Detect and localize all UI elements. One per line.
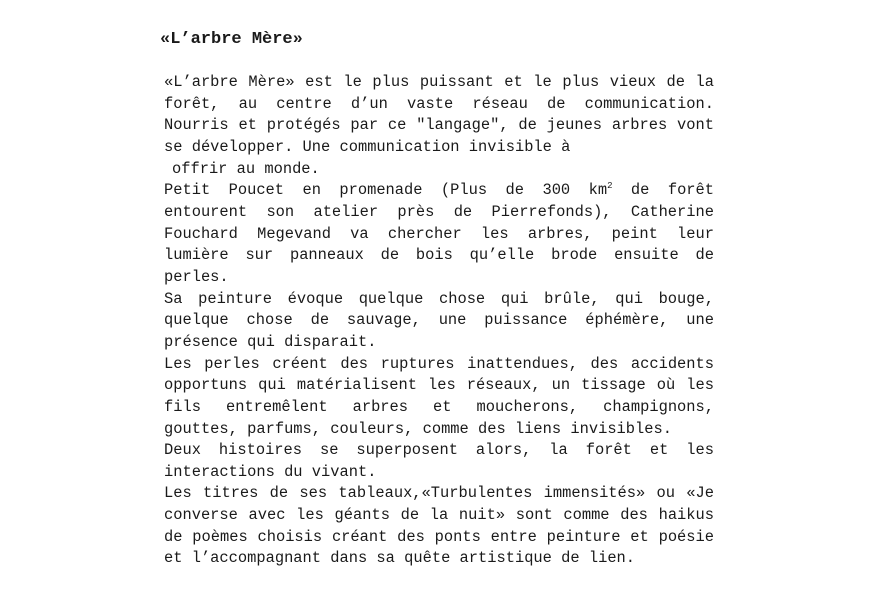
paragraph-artist-start: Petit Poucet en promenade (Plus de 300 km bbox=[164, 181, 608, 200]
paragraph-artist bbox=[164, 180, 714, 288]
paragraph-intro: «L’arbre Mère» est le plus puissant et le plus vieux de la forêt, au centre d’un vaste réseau de communication. Nourris et protégés par ce "langage", de jeunes arbres vont se développer. Une communication invisible à bbox=[164, 73, 714, 156]
paragraph-intro-end: offrir au monde. bbox=[172, 159, 320, 178]
paragraph-stories: Deux histoires se superposent alors, la forêt et les interactions du vivant. bbox=[164, 441, 714, 481]
paragraph-painting: Sa peinture évoque quelque chose qui brûle, qui bouge, quelque chose de sauvage, une puissance éphémère, une présence qui disparait. bbox=[164, 289, 714, 351]
superscript-squared: 2 bbox=[607, 181, 613, 192]
paragraph-artist-rest: de forêt entourent son atelier près de Pierrefonds), Catherine Fouchard Megevand va chercher les arbres, peint leur lumière sur panneaux de bois qu’elle brode ensuite de perles. bbox=[164, 181, 715, 286]
article-body bbox=[164, 72, 714, 570]
paragraph-beads: Les perles créent des ruptures inattendues, des accidents opportuns qui matérialisent les réseaux, un tissage où les fils entremêlent arbres et moucherons, champignons, gouttes, parfums, couleurs, comme des liens invisibles. bbox=[164, 354, 714, 438]
paragraph-titles: Les titres de ses tableaux,«Turbulentes immensités» ou «Je converse avec les géants de la nuit» sont comme des haikus de poèmes choisis créant des ponts entre peinture et poésie et l’accompagnant dans sa quête artistique de lien. bbox=[164, 484, 714, 568]
page-title: «L’arbre Mère» bbox=[160, 30, 303, 49]
